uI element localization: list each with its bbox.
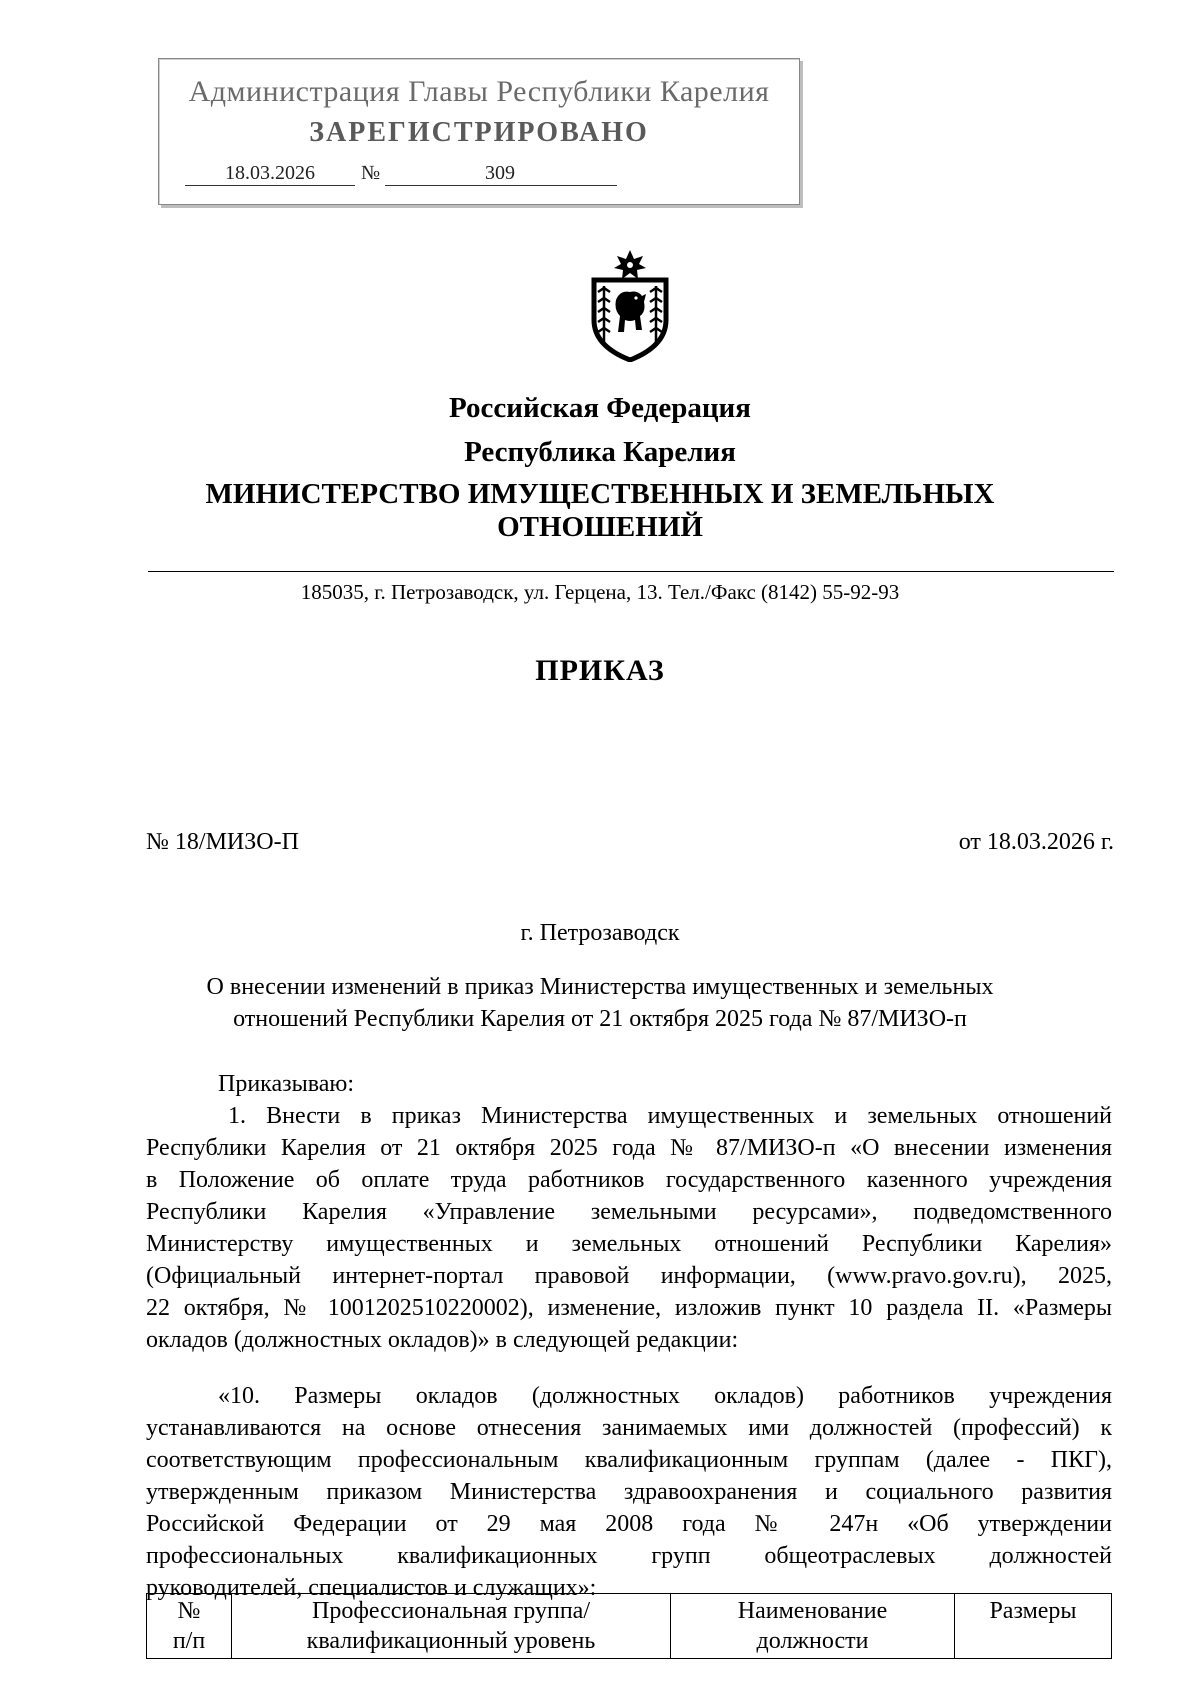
point10-line: «10. Размеры окладов (должностных окладов) работников учреждения [218,1383,1112,1409]
ministry-title-line1: МИНИСТЕРСТВО ИМУЩЕСТВЕННЫХ И ЗЕМЕЛЬНЫХ [205,478,995,510]
stamp-number-label: № [361,162,381,184]
item1-line: 1. Внести в приказ Министерства имущественных и земельных отношений [228,1103,1112,1129]
stamp-number: 309 [385,162,617,186]
item1-line: Министерству имущественных и земельных отношений Республики Карелия» [146,1231,1112,1257]
table-header-cell [671,1594,955,1659]
header-text: Размеры [989,1598,1077,1624]
table-header-cell [955,1594,1112,1659]
point10-line: утвержденным приказом Министерства здравоохранения и социального развития [146,1479,1112,1505]
stamp-date: 18.03.2026 [185,162,355,186]
subject-line-1: О внесении изменений в приказ Министерства имущественных и земельных [206,974,994,1000]
item1-line: 22 октября, № 1001202510220002), изменение, изложив пункт 10 раздела II. «Размеры [146,1295,1112,1321]
order-word: Приказываю: [218,1071,354,1097]
order-item-1 [146,1100,1112,1356]
header-text: должности [756,1628,869,1654]
country-title: Российская Федерация [449,392,751,424]
stamp-authority: Администрация Главы Республики Карелия [188,75,770,108]
header-text: Наименование [737,1598,888,1624]
document-date: от 18.03.2026 г. [958,829,1114,855]
karelia-coat-of-arms-icon [580,250,680,362]
registration-stamp [158,58,800,205]
salary-table [146,1593,1112,1659]
subject-line-2: отношений Республики Карелия от 21 октября 2025 года № 87/МИЗО-п [233,1006,967,1032]
point10-line: устанавливаются на основе отнесения занимаемых ими должностей (профессий) к [146,1415,1112,1441]
table-header-cell [232,1594,671,1659]
document-city: г. Петрозаводск [520,920,680,946]
point10-line: соответствующим профессиональным квалификационным группам (далее - ПКГ), [146,1447,1112,1473]
header-text: Профессиональная группа/ [312,1598,590,1624]
document-number: № 18/МИЗО-П [146,829,299,855]
document-type-title: ПРИКАЗ [535,654,665,687]
header-divider [148,571,1114,572]
item1-line: окладов (должностных окладов)» в следующей редакции: [146,1327,739,1353]
header-text: № [177,1598,201,1624]
item1-line: в Положение об оплате труда работников государственного казенного учреждения [146,1167,1112,1193]
header-text: п/п [172,1628,206,1654]
ministry-title-line2: ОТНОШЕНИЙ [497,511,703,543]
item1-line: Республики Карелия «Управление земельными ресурсами», подведомственного [146,1199,1112,1225]
item1-line: (Официальный интернет-портал правовой информации, (www.pravo.gov.ru), 2025, [146,1263,1112,1289]
stamp-registered: ЗАРЕГИСТРИРОВАНО [309,117,649,148]
point10-line: Российской Федерации от 29 мая 2008 года № 247н «Об утверждении [146,1511,1112,1537]
table-header-row [147,1594,1112,1659]
point10-line: руководителей, специалистов и служащих»: [146,1575,597,1601]
region-title: Республика Карелия [464,436,736,468]
header-text: квалификационный уровень [306,1628,596,1654]
ministry-address: 185035, г. Петрозаводск, ул. Герцена, 13. Тел./Факс (8142) 55-92-93 [300,580,900,604]
header-text [959,1626,1107,1656]
table-header-cell [147,1594,232,1659]
point-10-text [146,1380,1112,1604]
point10-line: профессиональных квалификационных групп общеотраслевых должностей [146,1543,1112,1569]
item1-line: Республики Карелия от 21 октября 2025 года № 87/МИЗО-п «О внесении изменения [146,1135,1112,1161]
